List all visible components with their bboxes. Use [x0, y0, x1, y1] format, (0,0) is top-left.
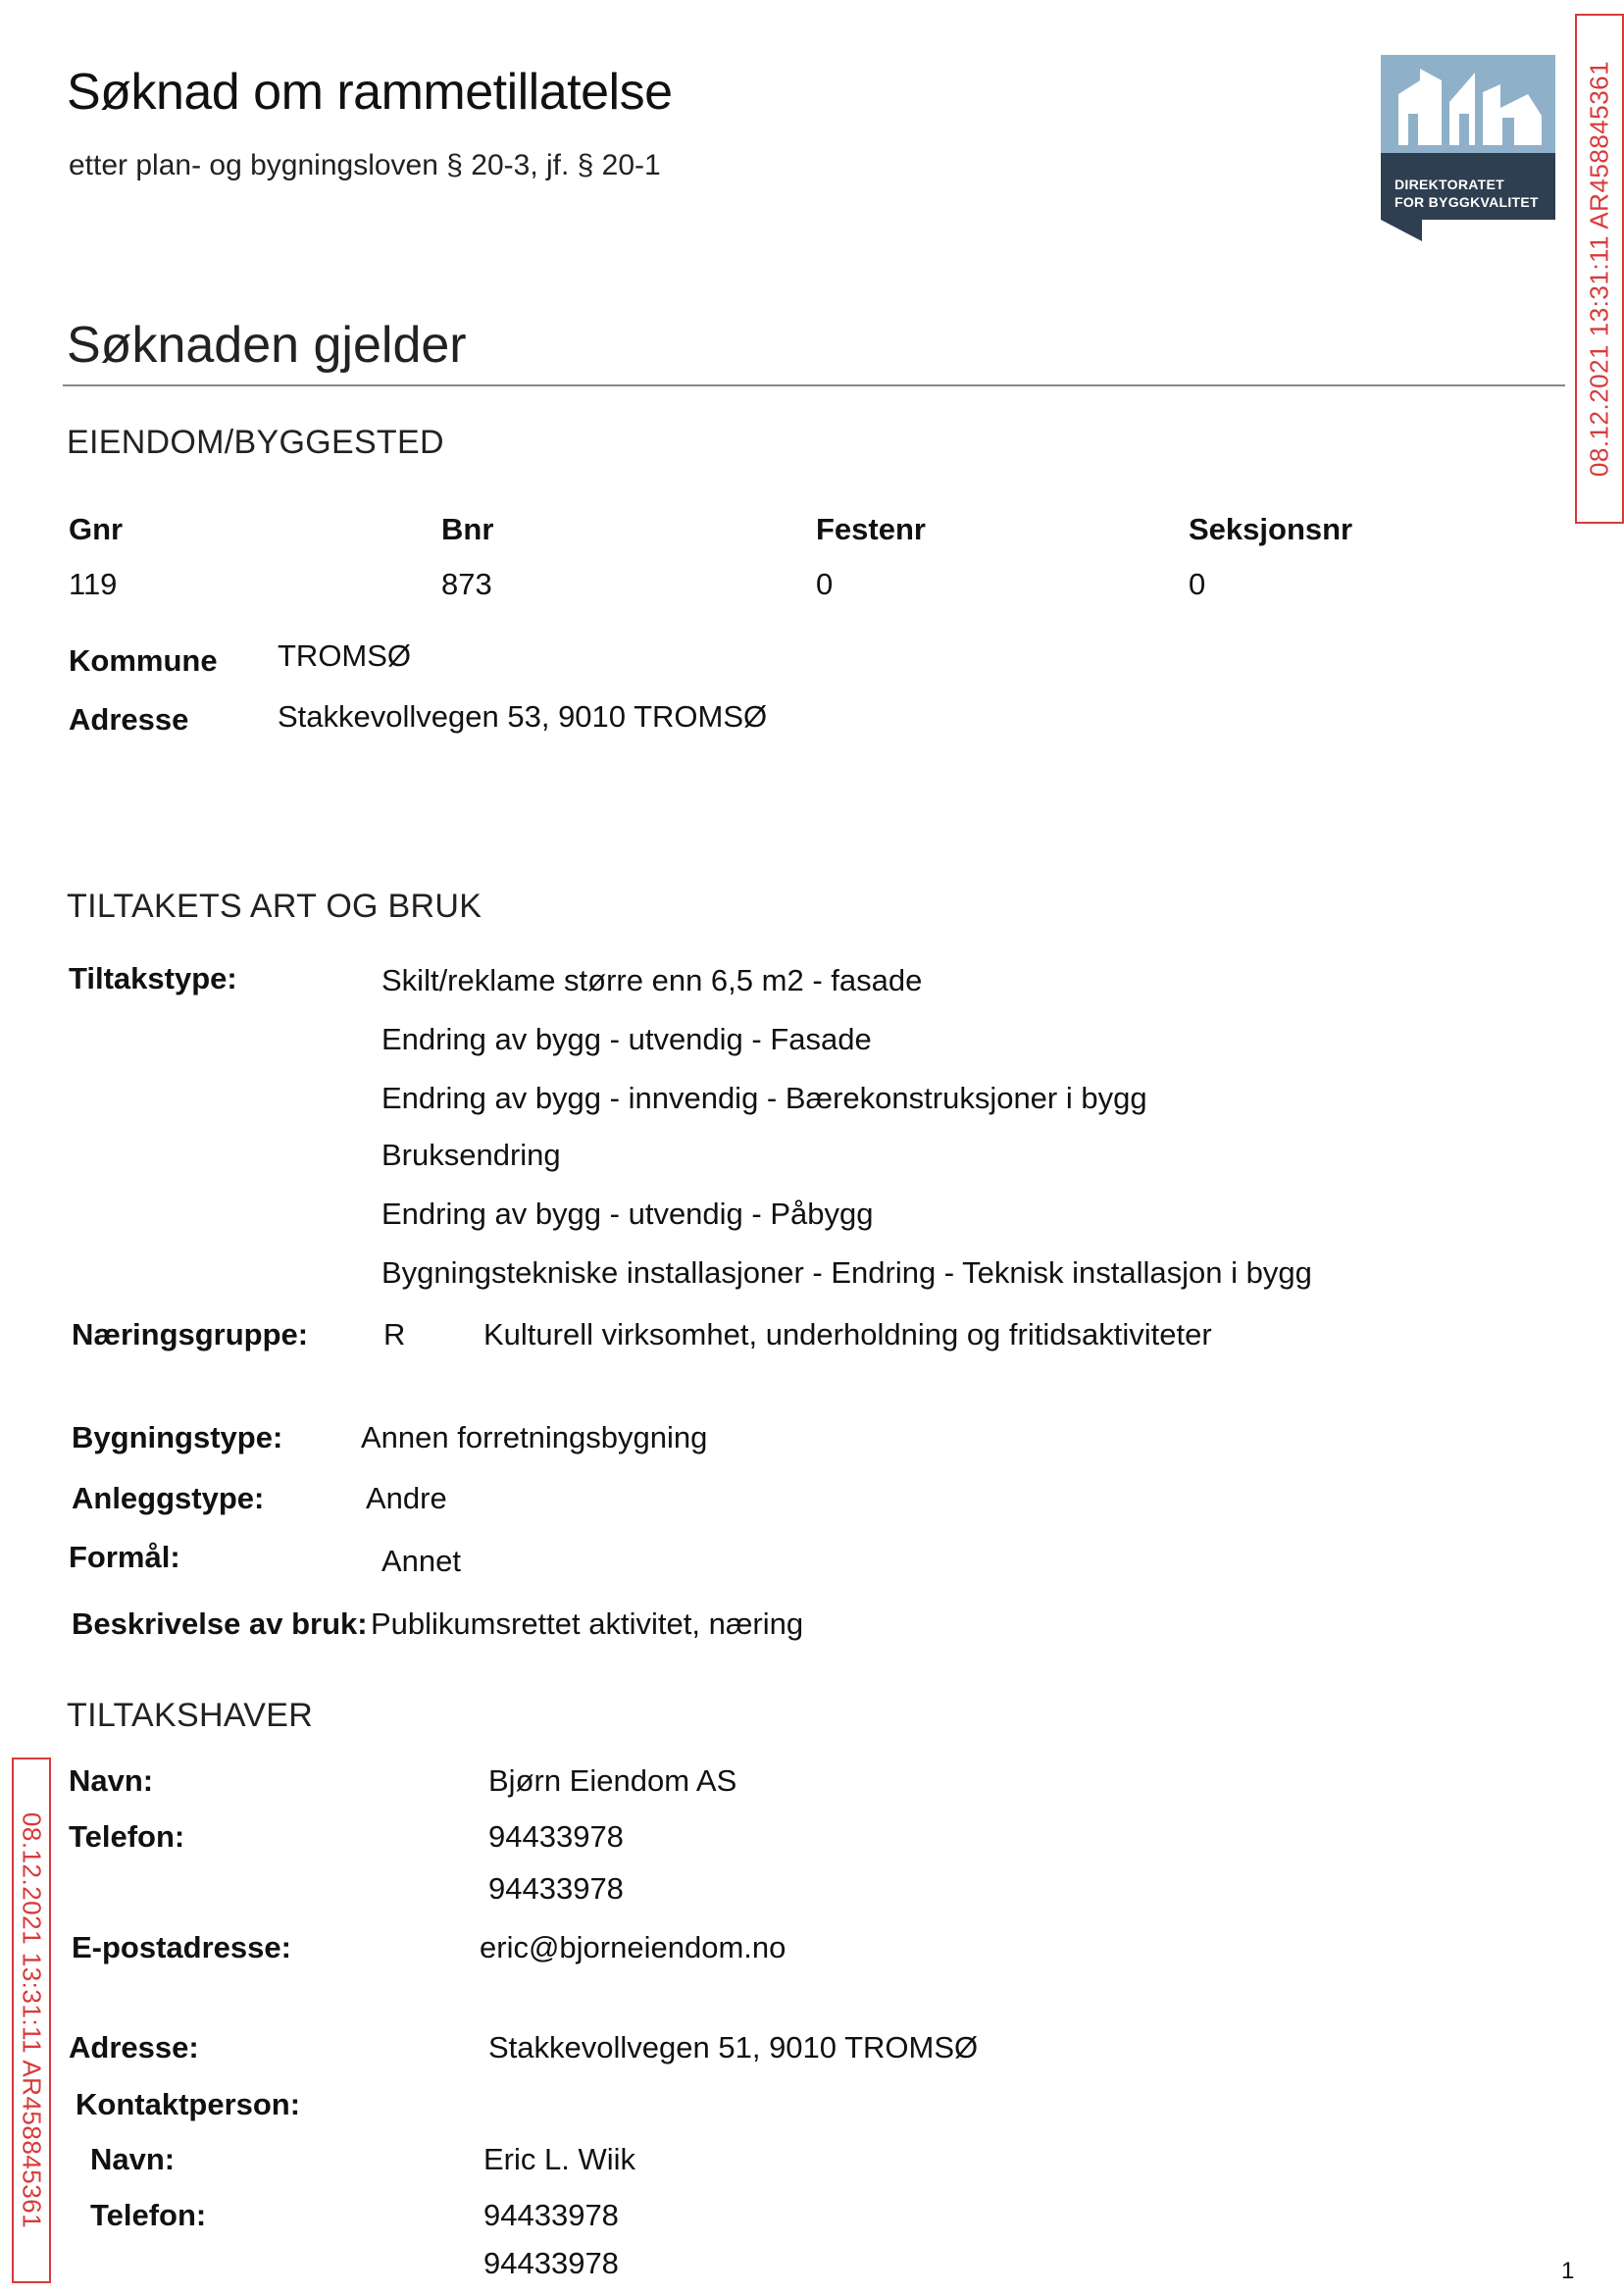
epost-value: eric@bjorneiendom.no	[480, 1930, 787, 1964]
bygningstype-label: Bygningstype:	[72, 1420, 283, 1454]
tiltakstype-label: Tiltakstype:	[69, 961, 237, 995]
tiltakstype-item: Bruksendring	[381, 1138, 561, 1172]
tiltakstype-item: Endring av bygg - innvendig - Bærekonstruksjoner i bygg	[381, 1081, 1147, 1115]
bnr-label: Bnr	[441, 512, 494, 546]
dibk-logo	[1381, 55, 1555, 241]
logo-text-line1: DIREKTORATET	[1395, 177, 1504, 192]
kontakt-telefon-value: 94433978	[483, 2246, 619, 2280]
kontakt-telefon-label: Telefon:	[90, 2198, 207, 2232]
tiltakstype-item: Skilt/reklame større enn 6,5 m2 - fasade	[381, 963, 923, 997]
tiltakshaver-navn-value: Bjørn Eiendom AS	[488, 1763, 737, 1798]
festenr-label: Festenr	[816, 512, 926, 546]
gnr-label: Gnr	[69, 512, 124, 546]
document-title: Søknad om rammetillatelse	[67, 64, 673, 121]
naeringsgruppe-label: Næringsgruppe:	[72, 1317, 309, 1351]
stamp-right-text: 08.12.2021 13:31:11 AR458845361	[1584, 60, 1614, 478]
anleggstype-value: Andre	[366, 1481, 447, 1515]
tiltakstype-item: Bygningstekniske installasjoner - Endring - Teknisk installasjon i bygg	[381, 1255, 1312, 1290]
building-logo-icon	[1381, 55, 1555, 241]
naeringsgruppe-code: R	[383, 1317, 406, 1351]
section-tiltak-title: TILTAKETS ART OG BRUK	[67, 888, 482, 925]
document-subtitle: etter plan- og bygningsloven § 20-3, jf. § 20-1	[69, 149, 661, 181]
naeringsgruppe-value: Kulturell virksomhet, underholdning og fritidsaktiviteter	[483, 1317, 1212, 1351]
tiltakshaver-navn-label: Navn:	[69, 1763, 154, 1798]
archive-stamp-right	[1575, 14, 1624, 524]
archive-stamp-left	[12, 1758, 51, 2283]
bnr-value: 873	[441, 567, 492, 601]
kommune-label: Kommune	[69, 643, 218, 678]
page-number: 1	[1561, 2258, 1575, 2284]
formal-label: Formål:	[69, 1540, 180, 1574]
main-heading: Søknaden gjelder	[67, 317, 467, 374]
tiltakshaver-telefon-value: 94433978	[488, 1871, 624, 1906]
kontaktperson-label: Kontaktperson:	[76, 2087, 301, 2121]
stamp-left-text: 08.12.2021 13:31:11 AR458845361	[17, 1811, 47, 2229]
logo-text-line2: FOR BYGGKVALITET	[1395, 194, 1539, 210]
seksjonsnr-label: Seksjonsnr	[1189, 512, 1353, 546]
beskrivelse-value: Publikumsrettet aktivitet, næring	[371, 1606, 804, 1641]
beskrivelse-label: Beskrivelse av bruk:	[72, 1606, 368, 1641]
kontakt-telefon-value: 94433978	[483, 2198, 619, 2232]
tiltakshaver-adresse-value: Stakkevollvegen 51, 9010 TROMSØ	[488, 2030, 979, 2065]
adresse-label: Adresse	[69, 702, 189, 737]
seksjonsnr-value: 0	[1189, 567, 1206, 601]
kontakt-navn-value: Eric L. Wiik	[483, 2142, 635, 2176]
festenr-value: 0	[816, 567, 834, 601]
adresse-value: Stakkevollvegen 53, 9010 TROMSØ	[278, 699, 768, 734]
tiltakshaver-adresse-label: Adresse:	[69, 2030, 199, 2065]
anleggstype-label: Anleggstype:	[72, 1481, 265, 1515]
heading-divider	[63, 384, 1565, 386]
kontakt-navn-label: Navn:	[90, 2142, 176, 2176]
gnr-value: 119	[69, 567, 118, 601]
formal-value: Annet	[381, 1544, 462, 1578]
section-tiltakshaver-title: TILTAKSHAVER	[67, 1697, 314, 1734]
tiltakshaver-telefon-value: 94433978	[488, 1819, 624, 1854]
tiltakshaver-telefon-label: Telefon:	[69, 1819, 185, 1854]
tiltakstype-item: Endring av bygg - utvendig - Påbygg	[381, 1197, 874, 1231]
kommune-value: TROMSØ	[278, 638, 412, 673]
bygningstype-value: Annen forretningsbygning	[361, 1420, 708, 1454]
tiltakstype-item: Endring av bygg - utvendig - Fasade	[381, 1022, 872, 1056]
section-eiendom-title: EIENDOM/BYGGESTED	[67, 424, 444, 461]
epost-label: E-postadresse:	[72, 1930, 291, 1964]
